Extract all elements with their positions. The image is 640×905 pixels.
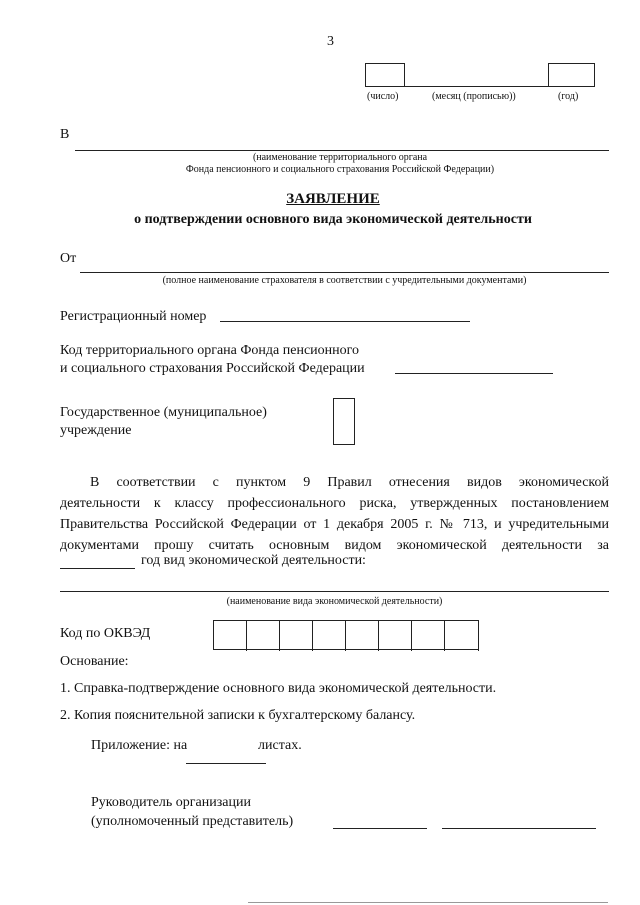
attachment-sheets-field[interactable] bbox=[186, 763, 266, 764]
signature-field[interactable] bbox=[333, 828, 427, 829]
day-field[interactable] bbox=[365, 63, 405, 87]
okved-cell[interactable] bbox=[412, 621, 445, 651]
document-title: ЗАЯВЛЕНИЕ bbox=[286, 191, 380, 207]
basis-label: Основание: bbox=[60, 654, 129, 669]
from-field[interactable] bbox=[80, 272, 609, 273]
registration-field[interactable] bbox=[220, 321, 470, 322]
okved-cell[interactable] bbox=[379, 621, 412, 651]
document-subtitle: о подтверждении основного вида экономической деятельности bbox=[134, 212, 532, 227]
institution-line2: учреждение bbox=[60, 423, 132, 438]
body-line-3: Правительства Российской Федерации от 1 декабря 2005 г. № 713, и учредительными bbox=[60, 517, 609, 532]
territorial-code-line1: Код территориального органа Фонда пенсионного bbox=[60, 343, 360, 358]
territorial-code-field[interactable] bbox=[395, 373, 553, 374]
signature-line1: Руководитель организации bbox=[91, 795, 251, 810]
body-line-1: В соответствии с пунктом 9 Правил отнесения видов экономической bbox=[90, 475, 609, 490]
addressee-caption-line1: (наименование территориального органа bbox=[252, 152, 428, 163]
year-blank-field[interactable] bbox=[60, 568, 135, 569]
okved-cell[interactable] bbox=[346, 621, 379, 651]
institution-checkbox[interactable] bbox=[333, 398, 355, 445]
month-caption: (месяц (прописью)) bbox=[432, 91, 516, 102]
okved-cell[interactable] bbox=[280, 621, 313, 651]
from-prefix: От bbox=[60, 251, 77, 266]
month-field[interactable] bbox=[405, 86, 548, 87]
day-caption: (число) bbox=[367, 91, 399, 102]
okved-cell[interactable] bbox=[214, 621, 247, 651]
body-line-2: деятельности к классу профессионального риска, утвержденных постановлением bbox=[60, 496, 609, 511]
activity-field[interactable] bbox=[60, 591, 609, 592]
from-caption: (полное наименование страхователя в соответствии с учредительными документами) bbox=[162, 275, 527, 286]
registration-label: Регистрационный номер bbox=[60, 309, 207, 324]
attachment-prefix: Приложение: на bbox=[91, 738, 188, 753]
addressee-field[interactable] bbox=[75, 150, 609, 151]
okved-cell[interactable] bbox=[445, 621, 479, 651]
institution-line1: Государственное (муниципальное) bbox=[60, 405, 267, 420]
okved-label: Код по ОКВЭД bbox=[60, 626, 151, 641]
addressee-caption-line2: Фонда пенсионного и социального страхования Российской Федерации) bbox=[185, 164, 495, 175]
signature-name-field[interactable] bbox=[442, 828, 596, 829]
basis-item-2: 2. Копия пояснительной записки к бухгалтерскому балансу. bbox=[60, 708, 416, 723]
okved-cell[interactable] bbox=[313, 621, 346, 651]
page-number: 3 bbox=[327, 34, 334, 49]
okved-cell[interactable] bbox=[247, 621, 280, 651]
body-line-4: документами прошу считать основным видом экономической деятельности за bbox=[60, 538, 609, 553]
year-caption: (год) bbox=[558, 91, 579, 102]
okved-code-cells[interactable] bbox=[213, 620, 479, 650]
activity-caption: (наименование вида экономической деятельности) bbox=[226, 596, 443, 607]
page-bottom-edge bbox=[248, 902, 608, 903]
body-line-5: год вид экономической деятельности: bbox=[141, 553, 366, 568]
signature-line2: (уполномоченный представитель) bbox=[91, 814, 294, 829]
basis-item-1: 1. Справка-подтверждение основного вида экономической деятельности. bbox=[60, 681, 497, 696]
territorial-code-line2: и социального страхования Российской Федерации bbox=[60, 361, 365, 376]
year-field[interactable] bbox=[548, 63, 595, 87]
addressee-prefix: В bbox=[60, 127, 70, 142]
attachment-suffix: листах. bbox=[258, 738, 302, 753]
